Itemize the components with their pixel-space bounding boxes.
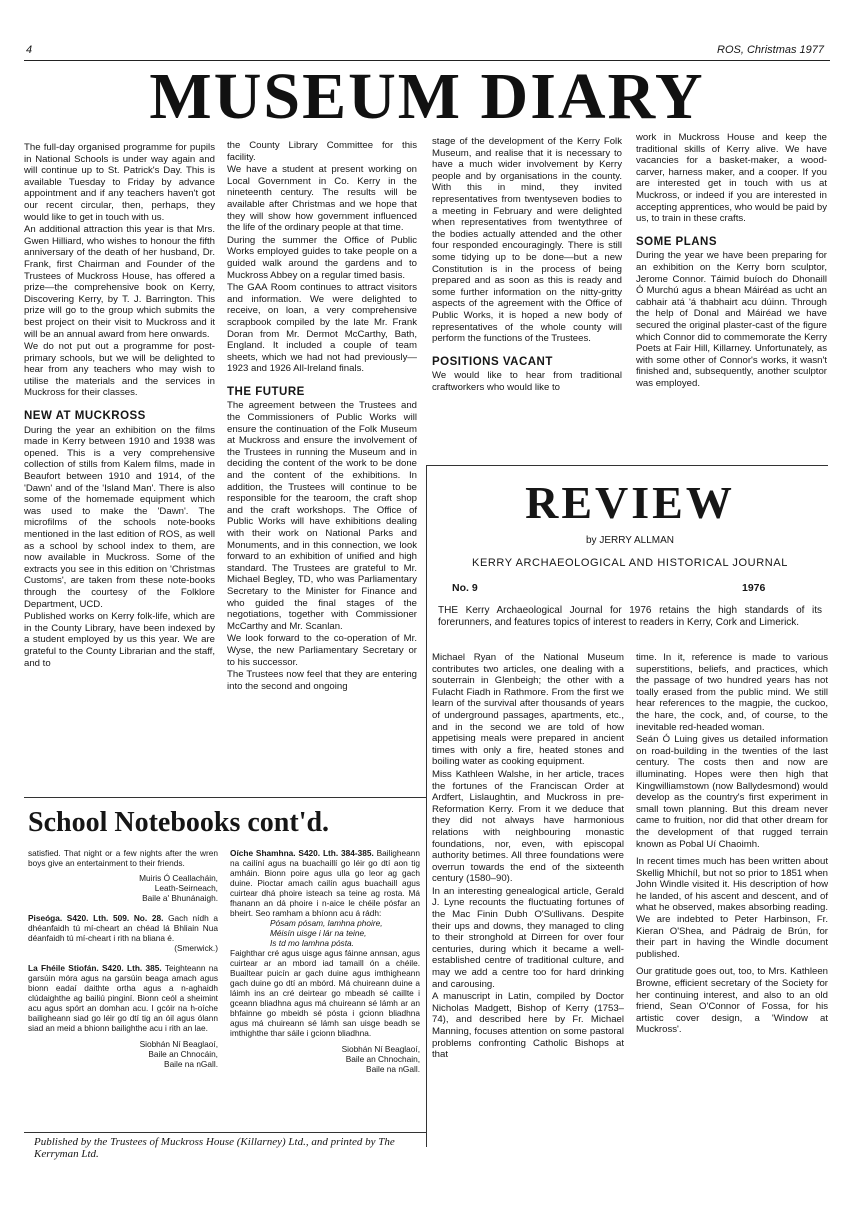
review-left-rule bbox=[426, 465, 427, 1147]
poem-line: Pósam pósam, lamhna phoire, bbox=[270, 918, 383, 928]
column-3 bbox=[432, 136, 622, 393]
notebooks-left-column bbox=[28, 848, 218, 1069]
signature-line: Baile a' Bhunánaigh. bbox=[142, 893, 218, 903]
paragraph: A manuscript in Latin, compiled by Doctor Nicholas Madgett, Bishop of Kerry (1753–74), and described here by Fr. Michael Manning, focuses attention on some pastoral problems confronting Catholic Bishops at that bbox=[432, 991, 624, 1061]
review-column-right bbox=[636, 652, 828, 1036]
entry-heading: Piseóga. S420. Lth. 509. No. 28. bbox=[28, 913, 164, 923]
entry-heading: La Fhéile Stiofán. S420. Lth. 385. bbox=[28, 963, 162, 973]
journal-number: No. 9 bbox=[452, 582, 478, 594]
journal-year: 1976 bbox=[742, 582, 766, 594]
paragraph: In recent times much has been written about Skellig Mhichíl, but not so prior to 1851 when John Windle visited it. His description of how he landed, of his ascent and descent, and of what he observed, makes absorbing reading. We are indebted to Peter Harbinson, Fr. Kieran O'Shea, and Pádraig de Brún, for their part in having the Windle document published. bbox=[636, 856, 828, 960]
publication-issue: ROS, Christmas 1977 bbox=[717, 44, 824, 56]
section-heading: THE FUTURE bbox=[227, 385, 305, 398]
paragraph: The agreement between the Trustees and the Commissioners of Public Works will ensure the continuation of the Folk Museum at Muckross and ensure the involvement of the Trustees in running the Museum and in deciding the content of the work to be done and the content of the exhibitions. In addition, the Trustees will continue to be responsible for the tearoom, the craft shop and the craft workshops. The Office of Public Works will have exhibitions dealing with their work on National Parks and Monuments, and in this connection, we look forward to an exhibition of unified and high standard. The Trustees are grateful to Mr. Michael Begley, TD, who was Parliamentary Secretary to the Minister for Finance and who guided the final stages of the negotiations, together with Commissioner McCarthy and Mr. Scanlan. bbox=[227, 400, 417, 632]
paragraph: In an interesting genealogical article, Gerald J. Lyne recounts the fluctuating fortunes of the Mac Finin Dubh O'Sullivans. Despite their ups and downs, they managed to cling to their stronghold at Dirreen for over four centuries, during which it became a well-established centre of traditional culture, and may we add a centre too for hard drinking and carousing. bbox=[432, 885, 624, 990]
review-byline: by JERRY ALLMAN bbox=[585, 535, 674, 546]
paragraph: We have a student at present working on Local Government in Co. Kerry in the nineteenth century. The results will be available after Christmas and we hope that they will show how government influenced the life of the ordinary people at that time. bbox=[227, 164, 417, 234]
paragraph: The GAA Room continues to attract visitors and information. We were delighted to receive, on loan, a very comprehensive scrapbook compiled by the late Mr. Frank Doran from Mr. Dermot McCarthy, Bath, England. It included a couple of team sheets, which we had not had previously—1923 and 1926 All-Ireland finals. bbox=[227, 282, 417, 375]
signature-line: Siobhán Ní Beaglaoí, bbox=[341, 1044, 420, 1054]
paragraph: Published works on Kerry folk-life, which are in the County Library, have been indexed by a student employed by us this year. We are grateful to the County Librarian and the staff, and to bbox=[24, 611, 215, 669]
entry-text: Gach nídh a dhéanfaidh tú mí-cheart an chéad lá Bhliain Nua déanfaidh tú mí-cheart i rith na bliana é. bbox=[28, 913, 218, 943]
notebooks-title: School Notebooks cont'd. bbox=[28, 807, 330, 838]
entry-text: Teighteann na garsúin móra agus na garsúin beaga amach agus bionn eadaí daithte ortha agus a n-aghaidh clúdaighthe ag bailiú pinginí. Bionn ceól a sheimint acu agus spórt an domhan acu. I gcóir na h-oíche bailigheann siad go léir go dtí tig an óil agus ólann siad an meid a bhionn bailighthe acu i rith an lae. bbox=[28, 963, 218, 1033]
entry-text: Bailigheann na cailíní agus na buachaillí go léir go dtí aon tig amháin. Bionn poire agus ulla go leor ag gach duine. Pioctar amach cailín agus buachaill agus cuirtear dhá phoire isteach sa teine ag rosta. Má fhanann an dá phoire i n-aice le chéile pósfar an bheirt. Seo ramham a bhíonn acu á rádh: bbox=[230, 848, 420, 918]
masthead: MUSEUM DIARY bbox=[149, 60, 705, 133]
entry-heading: Oíche Shamhna. S420. Lth. 384-385. bbox=[230, 848, 374, 858]
paragraph: We look forward to the co-operation of Mr. Wyse, the new Parliamentary Secretary or to his successor. bbox=[227, 633, 417, 668]
paragraph: Miss Kathleen Walshe, in her article, traces the fortunes of the Franciscan Order at Ardfert, Lislaughtin, and Muckross in pre-Reformation Kerry. From it we deduce that they did not always have harmonious relations with neighbouring monastic foundations, nor, even, with episcopal authority betimes. All three foundations were overrun towards the end of the sixteenth century (1580–90). bbox=[432, 768, 624, 885]
signature-line: Baile an Chnocáin, bbox=[148, 1049, 218, 1059]
poem-line: Is td mo lamhna pósta. bbox=[270, 938, 354, 948]
section-heading: SOME PLANS bbox=[636, 235, 718, 248]
paragraph: During the year we have been preparing for an exhibition on the Kerry born sculptor, Jerome Connor. Táimid buíoch do Dhonaill Ó Murchú agus a bhean Máiréad as ucht an cabhair atá 'á thabhairt acu dúinn. Through the help of Donal and Máiréad we have secured the original plaster-cast of the figure which Connor did to commemorate the Kerry Poets at Fair Hill, Killarney. Unfortunately, as with some other of Connor's works, it wasn't finished and, subsequently, another sculptor was employed. bbox=[636, 250, 827, 389]
signature-line: Muiris Ó Ceallacháin, bbox=[139, 873, 218, 883]
notebooks-right-column bbox=[230, 848, 420, 1074]
column-2 bbox=[227, 140, 417, 692]
column-4 bbox=[636, 132, 827, 389]
signature-line: Baile na nGall. bbox=[164, 1059, 218, 1069]
review-top-rule bbox=[426, 465, 828, 466]
paragraph: Seán Ó Luing gives us detailed information on road-building in the twenties of the last century. The costs then and now are illuminating. Hopes were then high that Kingwilliamstown (now Ballydesmond) would develop as the country's first experiment in small town planning. But this dream never came to fruition, nor did that other dream for the development of that rugged terrain known as Pobal Uí Chaoimh. bbox=[636, 734, 828, 850]
paragraph: The Trustees now feel that they are entering into the second and ongoing bbox=[227, 669, 417, 692]
poem-line: Méisín uisge i lár na teine, bbox=[270, 928, 367, 938]
paragraph: stage of the development of the Kerry Folk Museum, and realise that it is necessary to have a much wider involvement by Kerry people and by organisations in the county. With this in mind, they invited representatives from twentyseven bodies to a meeting in February and were delighted when representatives from twentythree of the bodies actually attended and the other four responded encouragingly. There is still some tidying up to be done—but a new Constitution is in the process of being prepared and as soon as this is ready and some further information on the nitty-gritty aspects of the agreement with the Office of Public Works, it is hoped a new body of representatives of the whole county will perform the functions of the Trustees. bbox=[432, 136, 622, 345]
paragraph: Our gratitude goes out, too, to Mrs. Kathleen Browne, efficient secretary of the Society for her continuing interest, and also to an old friend, Sean O'Connor of Fossa, for his artistic cover design, a 'Window at Muckross'. bbox=[636, 966, 828, 1036]
review-intro: THE Kerry Archaeological Journal for 1976 retains the high standards of its forerunners, and features topics of interest to readers in Kerry, Cork and Limerick. bbox=[438, 605, 822, 628]
journal-name: KERRY ARCHAEOLOGICAL AND HISTORICAL JOURNAL bbox=[472, 557, 788, 569]
signature-line: Siobhán Ní Beaglaoí, bbox=[139, 1039, 218, 1049]
page-number: 4 bbox=[26, 44, 33, 56]
paragraph: The full-day organised programme for pupils in National Schools is under way again and will continue up to St. Patrick's Day. This is available Tuesday to Friday by advance appointment and if any teachers haven't got our recent circular, then, perhaps, they would like to get in touch with us. bbox=[24, 142, 215, 223]
paragraph: During the year an exhibition on the films made in Kerry between 1910 and 1938 was opened. This is a very comprehensive collection of stills from Kalem films, made in Beaufort between 1910 and 1914, of the 'Dawn' and of the 'Island Man'. There is also some of the homemade equipment which was used to make the 'Dawn'. The microfilms of the schools note-books mentioned in the last edition of ROS, as well as a school by school index to them, are now available in Muckross. Some of the extracts you see in this edition on 'Christmas Customs', are taken from these note-books through the courtesy of the Folklore Department, UCD. bbox=[24, 424, 215, 610]
paragraph: We do not put out a programme for post-primary schools, but we will be delighted to hear from any teachers who may wish to utilise the materials and the services in Muckross for their classes. bbox=[24, 341, 215, 399]
signature-line: (Smerwick.) bbox=[174, 943, 218, 953]
signature-line: Leath-Seirneach, bbox=[154, 883, 218, 893]
paragraph: time. In it, reference is made to various superstitions, beliefs, and practices, which the passage of two hundred years has not toally erased from the public mind. We still hear references to the magpie, the cuckoo, the hare, the cock, and, of course, to the inevitable red-headed woman. bbox=[636, 652, 828, 733]
paragraph: During the summer the Office of Public Works employed guides to take people on a guided walk around the gardens and to Muckross Abbey on a regular timed basis. bbox=[227, 234, 417, 281]
footer-rule bbox=[24, 1132, 426, 1133]
paragraph: An additional attraction this year is that Mrs. Gwen Hilliard, who wishes to honour the fifth anniversary of the death of her husband, Dr. Frank, first Chairman and Founder of the Trustees of Muckross House, has offered a prize—the comprehensive book on Kerry, Discovering Kerry, by T. J. Barrington. This prize will go to the group which submits the best project on their visit to Muckross and it will be an annual award from here onwards. bbox=[24, 224, 215, 340]
paragraph: We would like to hear from traditional craftworkers who would like to bbox=[432, 370, 622, 393]
paragraph: the County Library Committee for this facility. bbox=[227, 140, 417, 163]
review-title: REVIEW bbox=[525, 477, 735, 528]
section-heading: NEW AT MUCKROSS bbox=[24, 410, 146, 423]
review-column-left bbox=[432, 652, 624, 1061]
section-heading: POSITIONS VACANT bbox=[432, 355, 553, 368]
paragraph: work in Muckross House and keep the traditional skills of Kerry alive. We have vacancies for a basket-maker, a wood-carver, harness maker, and a cooper. If you are interested get in touch with us at Muckross, or indeed if you are interested in accepting apprentices, who would be paid by us, to train in these crafts. bbox=[636, 132, 827, 225]
paragraph: satisfied. That night or a few nights after the wren boys give an entertainment to their friends. bbox=[28, 848, 218, 868]
notebooks-top-rule bbox=[24, 797, 426, 798]
publisher-note: Published by the Trustees of Muckross House (Killarney) Ltd., and printed by The Kerryman Ltd. bbox=[34, 1136, 395, 1160]
signature-line: Baile na nGall. bbox=[366, 1064, 420, 1074]
paragraph: Michael Ryan of the National Museum contributes two articles, one dealing with a souterrain in Glenbeigh; the other with a Fulacht Fiadh in Rathmore. From the first we learn of the survival after thousands of years of underground passages, apartments, etc., and in the second we are told of how appetising meals were prepared in ancient times with only a fire, heated stones and boiling water as cooking equipment. bbox=[432, 652, 624, 768]
signature-line: Baile an Chnochain, bbox=[345, 1054, 420, 1064]
paragraph: Faighthar cré agus uisge agus fáinne annsan, agus cuirtear ar an mbord iad tamaill ón a chéile. Buailtear puicín ar gach duine agus imthigheann gach duine go dtí an mbórd. Má chuireann duine a láimh ins an cré deirtear go mbeadh sé caillte i gceann bliadhna agus má chuireann sé lámh ar an bhfainne go mbeidh sé pósta i gcionn bliadhna agus má chuireann sé lámh san uisge beadh se imthighthe thar sáile i gcionn bliadhna. bbox=[230, 948, 420, 1038]
column-1 bbox=[24, 142, 215, 669]
